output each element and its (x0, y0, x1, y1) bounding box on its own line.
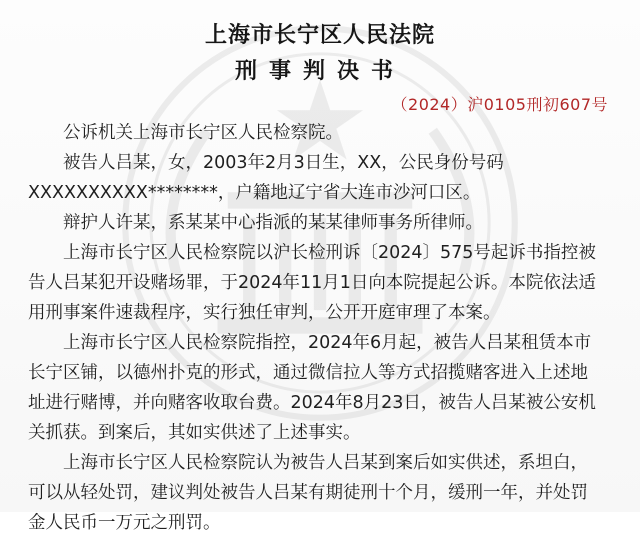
indictment-paragraph (28, 238, 614, 328)
document-body (28, 118, 614, 538)
paragraph-line: 告人吕某犯开设赌场罪，于2024年11月1日向本院提起公诉。本院依法适 (28, 273, 596, 293)
paragraph-line: XXXXXXXXXX********，户籍地辽宁省大连市沙河口区。 (28, 183, 481, 203)
defendant-info-paragraph (28, 148, 614, 208)
paragraph-line: 辩护人许某，系某某中心指派的某某律师事务所律师。 (63, 213, 483, 233)
defense-lawyer-paragraph (28, 208, 614, 238)
paragraph-line: 关抓获。到案后，其如实供述了上述事实。 (28, 423, 361, 443)
paragraph-line: 上海市长宁区人民检察院以沪长检刑诉〔2024〕575号起诉书指控被 (63, 243, 596, 263)
paragraph-line: 上海市长宁区人民检察院认为被告人吕某到案后如实供述，系坦白， (63, 453, 588, 473)
paragraph-line: 址进行赌博，并向赌客收取台费。2024年8月23日，被告人吕某被公安机 (28, 393, 596, 413)
paragraph-line: 金人民币一万元之刑罚。 (28, 513, 221, 533)
case-number: （2024）沪0105刑初607号 (391, 95, 608, 114)
paragraph-line: 用刑事案件速裁程序，实行独任审判，公开开庭审理了本案。 (28, 303, 501, 323)
paragraph-line: 被告人吕某，女，2003年2月3日生，XX，公民身份号码 (63, 153, 504, 173)
sentencing-recommendation-paragraph (28, 448, 614, 538)
charges-paragraph (28, 328, 614, 448)
paragraph-line: 公诉机关上海市长宁区人民检察院。 (63, 123, 343, 143)
paragraph-line: 可以从轻处罚，建议判处被告人吕某有期徒刑十个月，缓刑一年，并处罚 (28, 483, 588, 503)
prosecution-organ-paragraph (28, 118, 614, 148)
paragraph-line: 长宁区铺，以德州扑克的形式，通过微信拉人等方式招揽赌客进入上述地 (28, 363, 588, 383)
court-name-title: 上海市长宁区人民法院 (204, 23, 435, 48)
paragraph-line: 上海市长宁区人民检察院指控，2024年6月起，被告人吕某租赁本市 (63, 333, 592, 353)
document-type-title: 刑事判决书 (234, 59, 405, 84)
